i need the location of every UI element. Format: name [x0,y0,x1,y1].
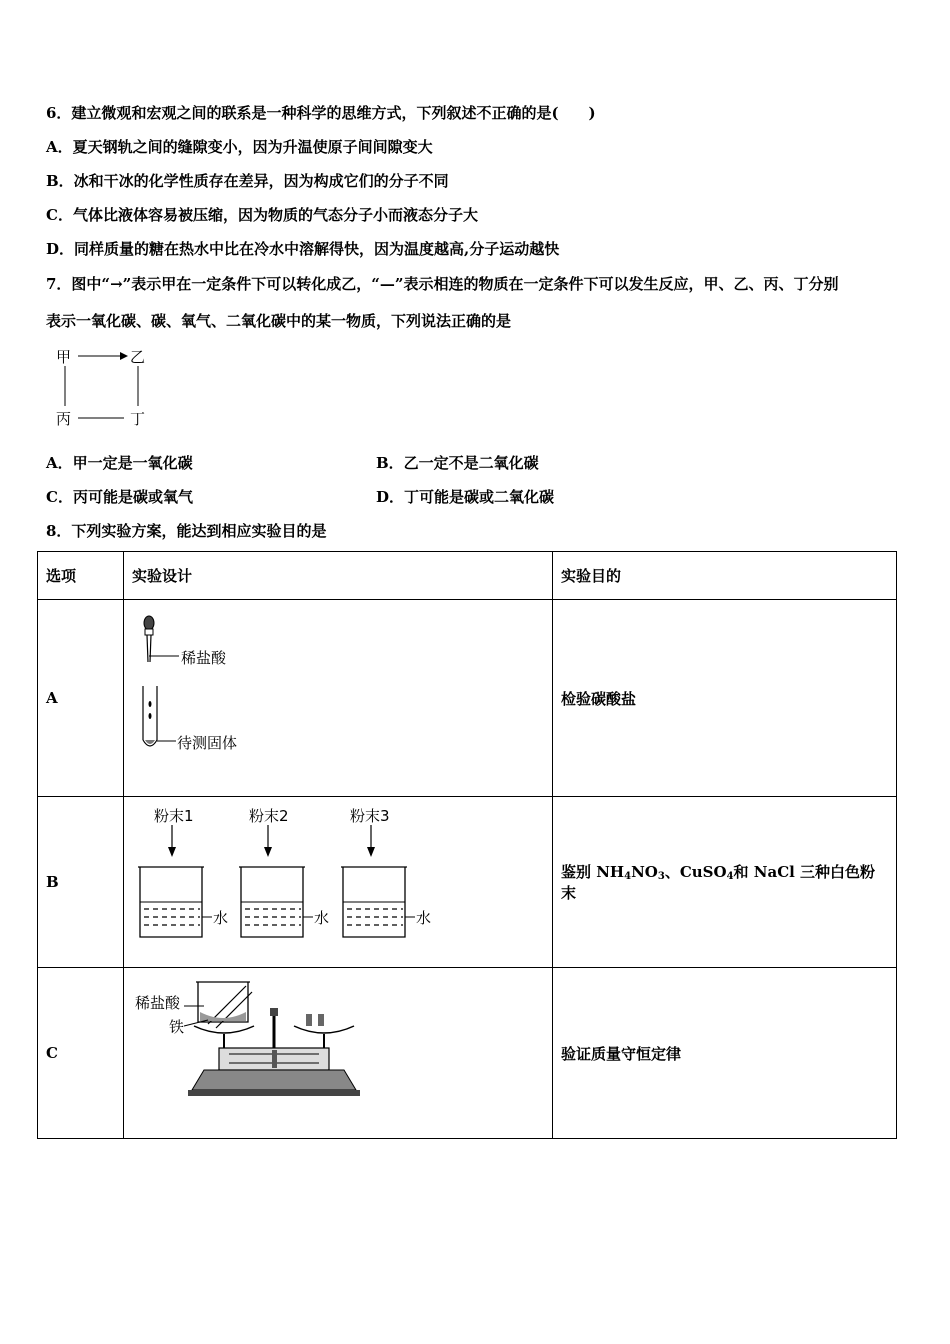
q8-stem: 8．下列实验方案，能达到相应实验目的是 [46,522,327,540]
header-option: 选项 [38,552,124,600]
header-design: 实验设计 [124,552,553,600]
label-dilute-hcl-c: 稀盐酸 [135,994,181,1012]
node-yi: 乙 [130,348,146,366]
row-a-option[interactable]: A [38,600,124,797]
row-b-purpose [553,797,897,968]
row-a-design [124,600,553,797]
node-ding: 丁 [130,410,146,428]
row-c-option[interactable]: C [38,968,124,1139]
row-b-design [124,797,553,968]
purpose-b-prefix: 鉴别 NH [561,863,625,881]
header-purpose: 实验目的 [553,552,897,600]
q7-option-b[interactable]: B．乙一定不是二氧化碳 [376,454,539,472]
q7-option-a[interactable]: A．甲一定是一氧化碳 [46,454,193,472]
label-iron: 铁 [169,1018,185,1036]
three-beakers-figure [124,797,536,967]
purpose-b-sub3: 4 [726,871,734,882]
q7-option-c[interactable]: C．丙可能是碳或氧气 [46,488,193,506]
q6-option-d[interactable]: D．同样质量的糖在热水中比在冷水中溶解得快，因为温度越高,分子运动越快 [46,240,560,258]
label-test-solid: 待测固体 [177,734,238,752]
q6-option-b[interactable]: B．冰和干冰的化学性质存在差异，因为构成它们的分子不同 [46,172,449,190]
q7-stem-line1: 7．图中“→”表示甲在一定条件下可以转化成乙，“—”表示相连的物质在一定条件下可以发生反应，甲、乙、丙、丁分别 [46,275,839,293]
row-b-option[interactable]: B [38,797,124,968]
q6-option-c[interactable]: C．气体比液体容易被压缩，因为物质的气态分子小而液态分子大 [46,206,478,224]
purpose-b-suffix: 和 NaCl 三种白色粉末 [561,863,876,902]
table-row [38,600,897,797]
row-c-purpose: 验证质量守恒定律 [553,968,897,1139]
dropper-testtube-icon [124,600,324,796]
node-jia: 甲 [56,348,72,366]
balance-figure [124,968,536,1138]
label-water-1: 水 [213,909,229,927]
label-powder-1: 粉末1 [154,807,194,825]
label-powder-2: 粉末2 [249,807,289,825]
q7-stem-line2: 表示一氧化碳、碳、氧气、二氧化碳中的某一物质，下列说法正确的是 [46,312,512,330]
table-header-row [38,552,897,600]
q7-option-d[interactable]: D．丁可能是碳或二氧化碳 [376,488,555,506]
label-water-2: 水 [314,909,330,927]
purpose-b-sub1: 4 [624,871,632,882]
row-a-purpose: 检验碳酸盐 [553,600,897,797]
purpose-b-mid2: 、CuSO [664,863,727,881]
q6-option-a[interactable]: A．夏天钢轨之间的缝隙变小，因为升温使原子间间隙变大 [46,138,433,156]
label-powder-3: 粉末3 [350,807,390,825]
purpose-b-mid1: NO [631,863,658,881]
label-water-3: 水 [416,909,432,927]
table-row [38,797,897,968]
table-row [38,968,897,1139]
dropper-testtube-figure [124,600,536,796]
purpose-b-sub2: 3 [657,871,665,882]
node-bing: 丙 [56,410,72,428]
q6-stem: 6．建立微观和宏观之间的联系是一种科学的思维方式，下列叙述不正确的是( ) [46,104,596,122]
row-c-design [124,968,553,1139]
q8-experiment-table [37,551,897,1139]
label-dilute-hcl: 稀盐酸 [181,649,227,667]
q7-relation-diagram [52,344,162,430]
